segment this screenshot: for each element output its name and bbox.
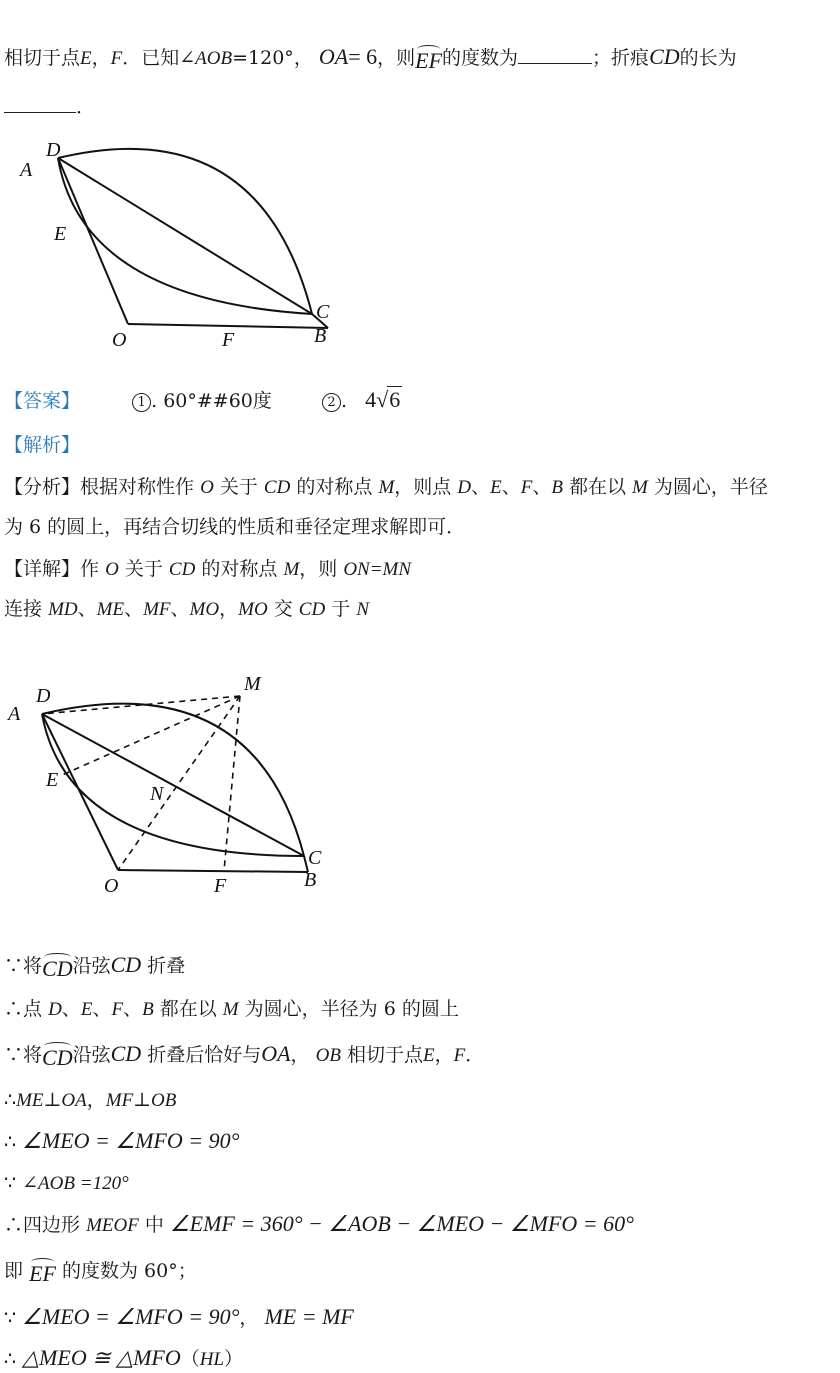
text: ， — [293, 47, 313, 69]
step-10 — [4, 1345, 243, 1373]
math-segment: OB — [315, 1045, 341, 1066]
point-label: F — [110, 48, 123, 69]
segment-oa — [58, 158, 128, 324]
figure-1 — [10, 130, 350, 360]
segment-mo — [118, 696, 240, 870]
math-segment: MD — [48, 599, 78, 620]
arc-outer — [58, 149, 312, 314]
analysis-tag: 【分析】 — [4, 476, 81, 498]
text: 、 — [92, 998, 112, 1020]
text: ∴点 — [4, 998, 43, 1020]
text: 关于 — [219, 476, 258, 498]
label-e: E — [54, 223, 67, 245]
math-segment: MF — [143, 599, 171, 620]
math-segment: CD — [110, 952, 142, 977]
text: ） — [224, 1348, 244, 1370]
point-label: O — [105, 559, 119, 580]
point-label: F — [453, 1045, 466, 1066]
question-line-2 — [4, 94, 95, 120]
label-o: O — [104, 875, 119, 897]
segment-md — [42, 696, 240, 714]
question-line-1 — [4, 44, 737, 74]
text: ∴ — [4, 1089, 17, 1111]
text: ， — [219, 598, 239, 620]
text: 都在以 — [159, 998, 217, 1020]
step-8 — [4, 1258, 197, 1287]
math-segment: CD — [263, 477, 291, 498]
text: ，则点 — [394, 476, 452, 498]
segment-oa — [42, 714, 118, 870]
text: ∴ — [4, 1348, 17, 1370]
math-segment: OA — [318, 44, 349, 69]
text: 为圆心，半径 — [653, 476, 768, 498]
text: 沿弦 — [72, 955, 111, 977]
math-equation: ME = MF — [264, 1304, 354, 1329]
point-label: F — [111, 999, 124, 1020]
text: 连接 — [4, 598, 43, 620]
math-segment: CD — [649, 44, 680, 69]
step-6 — [4, 1170, 129, 1197]
point-label: E — [423, 1045, 435, 1066]
fold-line-cd — [42, 714, 304, 856]
step-7 — [4, 1211, 634, 1239]
text: ∵将 — [4, 955, 43, 977]
math-equation: ∠EMF = 360° − ∠AOB − ∠MEO − ∠MFO = 60° — [169, 1211, 634, 1236]
math-value: =120° — [232, 47, 294, 69]
point-label: M — [283, 559, 300, 580]
label-c: C — [316, 301, 330, 323]
point-label: O — [200, 477, 214, 498]
text: 沿弦 — [72, 1044, 111, 1066]
label-e: E — [46, 769, 59, 791]
text: ∴ — [4, 1131, 17, 1153]
label-m: M — [244, 673, 261, 695]
text: 、 — [123, 998, 143, 1020]
text: 、 — [471, 476, 491, 498]
text: 、 — [61, 998, 81, 1020]
point-label: M — [632, 477, 648, 498]
step-9 — [4, 1304, 354, 1331]
math-angle: ∠AOB — [179, 48, 233, 69]
text: ． — [76, 96, 96, 118]
text: 相切于点 — [4, 47, 81, 69]
point-label: E — [80, 999, 93, 1020]
answer-blank-2[interactable] — [4, 94, 76, 113]
text: ，则 — [299, 558, 338, 580]
math-segment: MO — [189, 599, 220, 620]
text: ， — [290, 1044, 310, 1066]
answer-number-2: 2 — [322, 393, 341, 412]
point-label: E — [80, 48, 92, 69]
point-label: B — [551, 477, 563, 498]
label-a: A — [20, 159, 33, 181]
answer-line: 【答案】 1 . 60°##60度 2 . 4√6 — [4, 387, 401, 412]
point-label: D — [457, 477, 472, 498]
text: ， — [434, 1044, 454, 1066]
label-d: D — [46, 139, 61, 161]
text: 的度数为 — [442, 47, 519, 69]
text: 即 — [4, 1260, 24, 1282]
text: . — [340, 390, 348, 412]
math-perpendicular: ME⊥OA — [16, 1090, 87, 1111]
text: ， — [91, 47, 111, 69]
label-o: O — [112, 329, 127, 351]
text: ，则 — [377, 47, 416, 69]
answer-2-radicand: 6 — [389, 387, 401, 412]
label-b: B — [314, 325, 327, 347]
segment-me — [60, 696, 240, 776]
text: 、 — [501, 476, 521, 498]
step-4 — [4, 1087, 176, 1114]
text: 的对称点 — [201, 558, 278, 580]
label-c: C — [308, 847, 322, 869]
segment-mf — [224, 696, 240, 871]
text: ∵ — [4, 1172, 17, 1194]
text: 根据对称性作 — [80, 476, 195, 498]
point-label: D — [48, 999, 62, 1020]
math-arc: CD — [42, 1045, 73, 1070]
analysis-line-2: 为 6 的圆上，再结合切线的性质和垂径定理求解即可． — [4, 516, 466, 538]
math-segment: OA — [261, 1041, 291, 1066]
math-equation: ∠AOB =120° — [22, 1173, 129, 1194]
text: 关于 — [124, 558, 163, 580]
text: 、 — [77, 598, 97, 620]
answer-label: 【答案】 — [4, 390, 81, 412]
label-f: F — [222, 329, 235, 351]
label-b: B — [304, 869, 317, 891]
math-segment: ME — [96, 599, 125, 620]
text: ， — [239, 1307, 259, 1329]
segment-ob — [128, 324, 328, 328]
detail-line-2 — [4, 596, 369, 623]
figure-2 — [4, 664, 344, 904]
step-1 — [4, 952, 185, 982]
label-n: N — [150, 783, 164, 805]
text: 相切于点 — [346, 1044, 423, 1066]
math-congruence: △MEO ≅ △MFO — [22, 1345, 181, 1370]
answer-2-coefficient: 4 — [365, 387, 377, 412]
text: 、 — [170, 598, 190, 620]
label-d: D — [36, 685, 51, 707]
answer-blank-1[interactable] — [518, 45, 592, 64]
label-a: A — [8, 703, 21, 725]
text: 交 — [273, 598, 293, 620]
math-arc: EF — [29, 1261, 56, 1286]
point-label: N — [356, 599, 369, 620]
text: 为圆心，半径为 6 的圆上 — [244, 998, 459, 1020]
text: ． — [465, 1044, 485, 1066]
text: ；折痕 — [592, 47, 650, 69]
point-label: E — [490, 477, 502, 498]
text: ∵将 — [4, 1044, 43, 1066]
text: 折叠 — [147, 955, 186, 977]
point-label: M — [222, 999, 239, 1020]
math-segment: MO — [238, 599, 268, 620]
point-label: B — [142, 999, 154, 1020]
math-value: = 6 — [348, 44, 378, 69]
text: （ — [180, 1348, 200, 1370]
detail-line-1 — [4, 556, 411, 583]
text: ．已知 — [122, 47, 180, 69]
detail-tag: 【详解】 — [4, 558, 81, 580]
step-5 — [4, 1128, 239, 1155]
analysis-label: 【解析】 — [4, 434, 81, 456]
answer-number-1: 1 — [132, 393, 151, 412]
math-perpendicular: MF⊥OB — [105, 1090, 177, 1111]
arc-outer — [42, 704, 304, 856]
math-equation: ∠MEO = ∠MFO = 90° — [22, 1128, 240, 1153]
text: 的长为 — [679, 47, 737, 69]
text: 、 — [124, 598, 144, 620]
text: 都在以 — [568, 476, 626, 498]
analysis-line-1 — [4, 474, 768, 501]
math-equation: ON=MN — [343, 559, 412, 580]
text: 中 — [144, 1214, 164, 1236]
text: 的度数为 60°； — [62, 1260, 197, 1282]
point-label: M — [378, 477, 395, 498]
text: 于 — [331, 598, 351, 620]
math-arc: CD — [42, 956, 73, 981]
math-theorem: HL — [199, 1349, 225, 1370]
segment-ob — [118, 870, 308, 872]
math-segment: CD — [110, 1041, 142, 1066]
point-label: F — [520, 477, 533, 498]
step-2 — [4, 996, 459, 1023]
text: ∵ — [4, 1307, 17, 1329]
step-3 — [4, 1041, 484, 1071]
text: 的对称点 — [296, 476, 373, 498]
label-f: F — [214, 875, 227, 897]
math-segment: CD — [298, 599, 326, 620]
text: 折叠后恰好与 — [147, 1044, 262, 1066]
answer-1: . 60°##60度 — [151, 390, 272, 412]
math-quadrilateral: MEOF — [86, 1215, 139, 1236]
math-equation: ∠MEO = ∠MFO = 90° — [22, 1304, 240, 1329]
text: 、 — [532, 476, 552, 498]
text: ， — [86, 1089, 106, 1111]
text: ∴四边形 — [4, 1214, 81, 1236]
math-arc: EF — [415, 48, 443, 73]
text: 作 — [80, 558, 100, 580]
math-segment: CD — [168, 559, 196, 580]
